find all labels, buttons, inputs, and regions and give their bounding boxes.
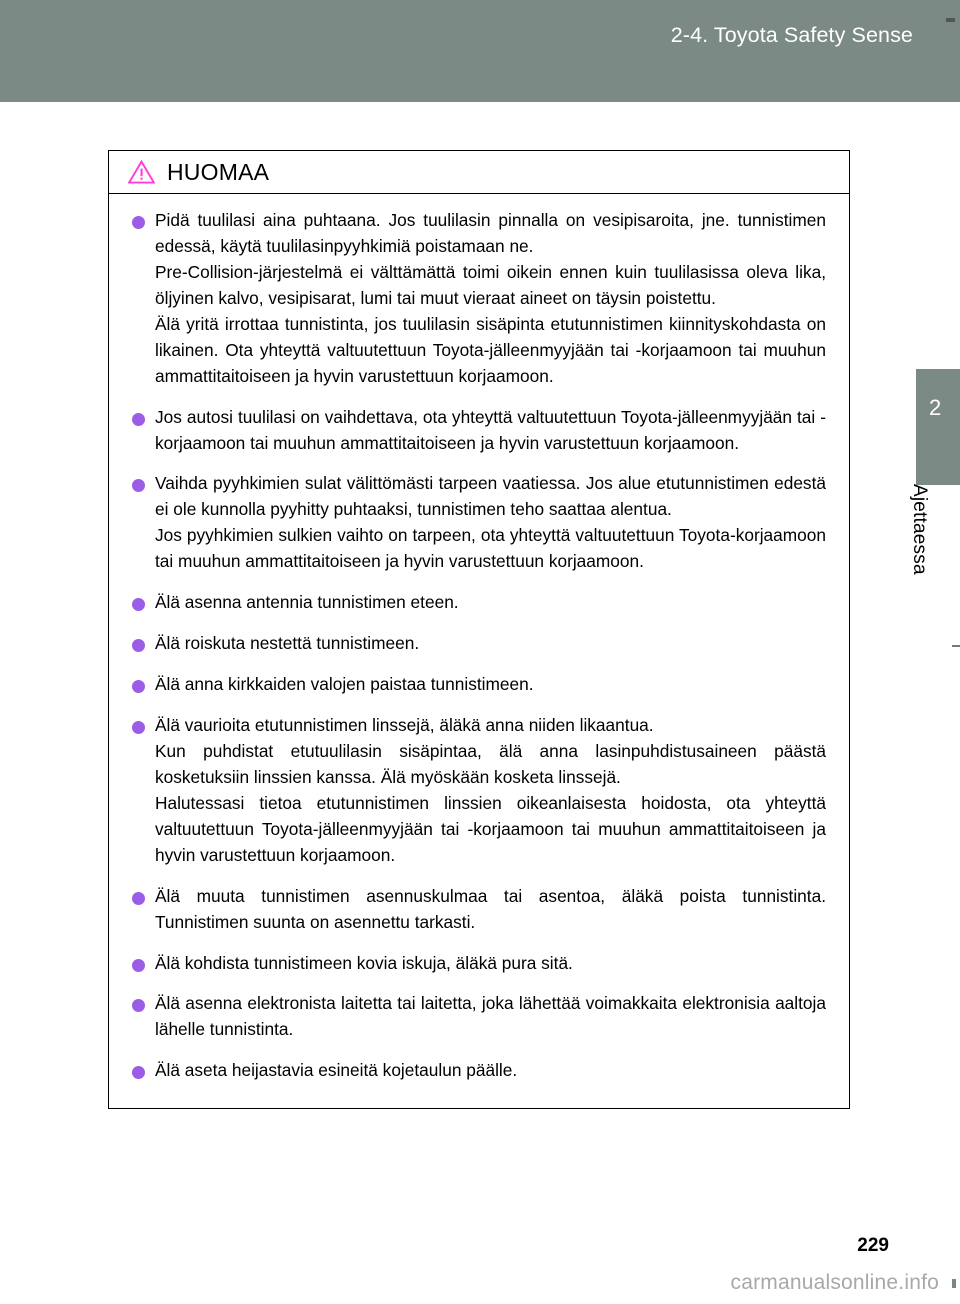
list-item xyxy=(132,672,826,698)
bullet-dot-icon xyxy=(132,1066,145,1079)
bottom-edge-tick-mark xyxy=(952,1279,956,1288)
warning-triangle-icon xyxy=(128,160,155,184)
chapter-tab-label: Ajettaessa xyxy=(909,484,930,575)
list-item-paragraph: Jos pyyhkimien sulkien vaihto on tarpeen, ota yhteyttä valtuutettuun Toyota-korjaamoon tai muuhun ammattitaitoiseen ja hyvin varustettuun korjaamoon. xyxy=(155,525,826,572)
bullet-dot-icon xyxy=(132,598,145,611)
list-item-paragraph: Älä muuta tunnistimen asennuskulmaa tai asentoa, äläkä poista tunnistinta. Tunnistimen suunta on asennettu tarkasti. xyxy=(155,885,826,932)
list-item xyxy=(132,405,826,457)
list-item-paragraph: Vaihda pyyhkimien sulat välittömästi tarpeen vaatiessa. Jos alue etutunnistimen edestä ei ole kunnolla pyyhitty puhtaaksi, tunnistimen teho saattaa alentua. xyxy=(155,473,826,520)
list-item xyxy=(132,590,826,616)
list-item-paragraph: Pre-Collision-järjestelmä ei välttämättä toimi oikein ennen kuin tuulilasissa oleva lika, öljyinen kalvo, vesipisarat, lumi tai muut vieraat aineet on täysin poistettu. xyxy=(155,261,826,308)
warning-box xyxy=(108,150,850,1109)
bullet-dot-icon xyxy=(132,413,145,426)
bullet-dot-icon xyxy=(132,479,145,492)
list-item xyxy=(132,991,826,1043)
list-item xyxy=(132,713,826,869)
list-item xyxy=(132,951,826,977)
list-item-paragraph: Älä yritä irrottaa tunnistinta, jos tuulilasin sisäpinta etutunnistimen kiinnityskohdasta on likainen. Ota yhteyttä valtuutettuun Toyota-jälleenmyyjään tai -korjaamoon tai muuhun ammattitaitoiseen ja hyvin varustettuun korjaamoon. xyxy=(155,313,826,386)
bullet-dot-icon xyxy=(132,959,145,972)
list-item xyxy=(132,631,826,657)
list-item xyxy=(132,471,826,575)
bullet-dot-icon xyxy=(132,892,145,905)
list-item-paragraph: Jos autosi tuulilasi on vaihdettava, ota yhteyttä valtuutettuun Toyota-jälleenmyyjään tai -korjaamoon tai muuhun ammattitaitoiseen ja hyvin varustettuun korjaamoon. xyxy=(155,406,826,453)
bullet-dot-icon xyxy=(132,639,145,652)
page-number: 229 xyxy=(857,1235,889,1256)
warning-box-header xyxy=(109,151,849,194)
list-item xyxy=(132,1058,826,1084)
right-edge-tick-mark xyxy=(952,645,960,647)
list-item xyxy=(132,208,826,390)
list-item xyxy=(132,884,826,936)
list-item-paragraph: Kun puhdistat etutuulilasin sisäpintaa, älä anna lasinpuhdistusaineen päästä kosketuksiin linssien kanssa. Älä myöskään kosketa linssejä. xyxy=(155,740,826,787)
list-item-paragraph: Älä vaurioita etutunnistimen linssejä, äläkä anna niiden likaantua. xyxy=(155,715,654,735)
site-watermark: carmanualsonline.info xyxy=(730,1271,939,1294)
bullet-dot-icon xyxy=(132,680,145,693)
list-item-paragraph: Älä aseta heijastavia esineitä kojetaulun päälle. xyxy=(155,1060,518,1081)
bullet-dot-icon xyxy=(132,999,145,1012)
page-header-band xyxy=(0,0,960,102)
page-header-title: 2-4. Toyota Safety Sense xyxy=(670,23,913,47)
list-item-paragraph: Halutessasi tietoa etutunnistimen linssien oikeanlaisesta hoidosta, ota yhteyttä valtuutettuun Toyota-jälleenmyyjään tai -korjaamoon tai muuhun ammattitaitoiseen ja hyvin varustettuun korjaamoon. xyxy=(155,792,826,865)
list-item-paragraph: Älä asenna elektronista laitetta tai laitetta, joka lähettää voimakkaita elektronisia aaltoja lähelle tunnistinta. xyxy=(155,993,826,1040)
warning-box-title: HUOMAA xyxy=(167,158,270,185)
bullet-dot-icon xyxy=(132,216,145,229)
warning-box-body xyxy=(109,194,849,1108)
list-item-paragraph: Pidä tuulilasi aina puhtaana. Jos tuulilasin pinnalla on vesipisaroita, jne. tunnistimen edessä, käytä tuulilasinpyyhkimiä poistamaan ne. xyxy=(155,210,826,256)
corner-registration-mark xyxy=(946,18,955,22)
list-item-paragraph: Älä kohdista tunnistimeen kovia iskuja, äläkä pura sitä. xyxy=(155,952,573,973)
chapter-tab xyxy=(916,369,960,485)
bullet-dot-icon xyxy=(132,721,145,734)
list-item-paragraph: Älä anna kirkkaiden valojen paistaa tunnistimeen. xyxy=(155,674,534,695)
list-item-paragraph: Älä asenna antennia tunnistimen eteen. xyxy=(155,592,459,613)
list-item-paragraph: Älä roiskuta nestettä tunnistimeen. xyxy=(155,633,420,654)
chapter-tab-number: 2 xyxy=(929,395,942,420)
